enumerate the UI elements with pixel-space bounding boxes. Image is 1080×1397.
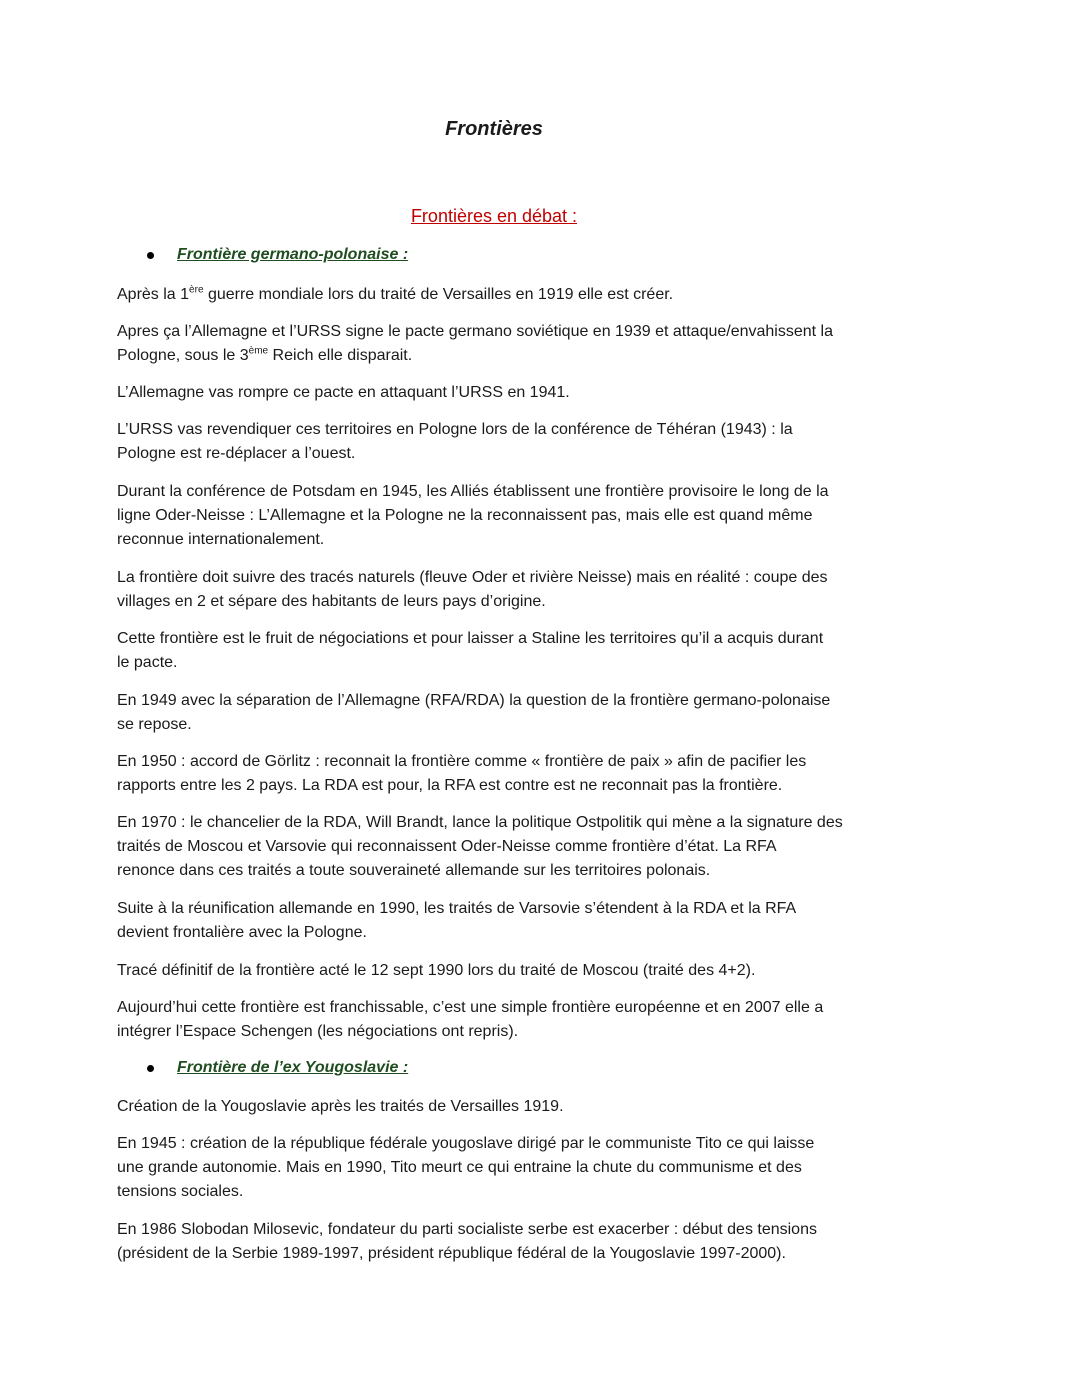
paragraph: En 1945 : création de la république fédérale yougoslave dirigé par le communiste Tito ce qui laisse une grande autonomie. Mais en 1990, Tito meurt ce qui entraine la chute du communisme et des tensions sociales. bbox=[117, 1135, 815, 1200]
paragraph: En 1950 : accord de Görlitz : reconnait la frontière comme « frontière de paix » afin de pacifier les rapports entre les 2 pays. La RDA est pour, la RFA est contre est ne reconnait pas la frontière. bbox=[117, 753, 807, 794]
paragraph: Apres ça l’Allemagne et l’URSS signe le pacte germano soviétique en 1939 et attaque/envahissent la Pologne, sous le 3ème Reich elle disparait. bbox=[117, 323, 833, 364]
heading-label: Frontière de l’ex Yougoslavie : bbox=[177, 1059, 409, 1076]
paragraph: Création de la Yougoslavie après les traités de Versailles 1919. bbox=[117, 1098, 564, 1115]
paragraph: L’URSS vas revendiquer ces territoires en Pologne lors de la conférence de Téhéran (1943) : la Pologne est re-déplacer a l’ouest. bbox=[117, 421, 793, 462]
bullet-heading-yougoslavie bbox=[147, 1059, 408, 1077]
paragraph: La frontière doit suivre des tracés naturels (fleuve Oder et rivière Neisse) mais en réalité : coupe des villages en 2 et sépare des habitants de leurs pays d’origine. bbox=[117, 569, 828, 610]
heading-label: Frontière germano-polonaise : bbox=[177, 246, 409, 263]
paragraph: Suite à la réunification allemande en 1990, les traités de Varsovie s’étendent à la RDA et la RFA devient frontalière avec la Pologne. bbox=[117, 900, 797, 941]
bullet-dot-icon bbox=[147, 1065, 154, 1072]
document-title: Frontières bbox=[445, 118, 543, 140]
paragraph: Tracé définitif de la frontière acté le 12 sept 1990 lors du traité de Moscou (traité des 4+2). bbox=[117, 962, 756, 979]
paragraph: Après la 1ère guerre mondiale lors du traité de Versailles en 1919 elle est créer. bbox=[117, 284, 674, 303]
paragraph: En 1986 Slobodan Milosevic, fondateur du parti socialiste serbe est exacerber : début des tensions (président de la Serbie 1989-1997, président république fédéral de la Yougoslavie 1997-2000). bbox=[117, 1221, 817, 1262]
paragraph: Aujourd’hui cette frontière est franchissable, c’est une simple frontière européenne et en 2007 elle a intégrer l’Espace Schengen (les négociations ont repris). bbox=[117, 999, 824, 1040]
bullet-dot-icon bbox=[147, 252, 154, 259]
paragraph: En 1970 : le chancelier de la RDA, Will Brandt, lance la politique Ostpolitik qui mène a la signature des traités de Moscou et Varsovie qui reconnaissent Oder-Neisse comme frontière d’état. La RFA renonce dans ces traités a toute souveraineté allemande sur les territoires polonais. bbox=[117, 814, 843, 879]
paragraph: Durant la conférence de Potsdam en 1945, les Alliés établissent une frontière provisoire le long de la ligne Oder-Neisse : L’Allemagne et la Pologne ne la reconnaissent pas, mais elle est quand même reconnue internationalement. bbox=[117, 483, 829, 548]
paragraph: En 1949 avec la séparation de l’Allemagne (RFA/RDA) la question de la frontière germano-polonaise se repose. bbox=[117, 692, 831, 733]
bullet-heading-germano-polonaise bbox=[147, 246, 408, 264]
paragraph: Cette frontière est le fruit de négociations et pour laisser a Staline les territoires qu’il a acquis durant le pacte. bbox=[117, 630, 824, 671]
section-title: Frontières en débat : bbox=[410, 206, 578, 226]
paragraph: L’Allemagne vas rompre ce pacte en attaquant l’URSS en 1941. bbox=[117, 384, 570, 401]
